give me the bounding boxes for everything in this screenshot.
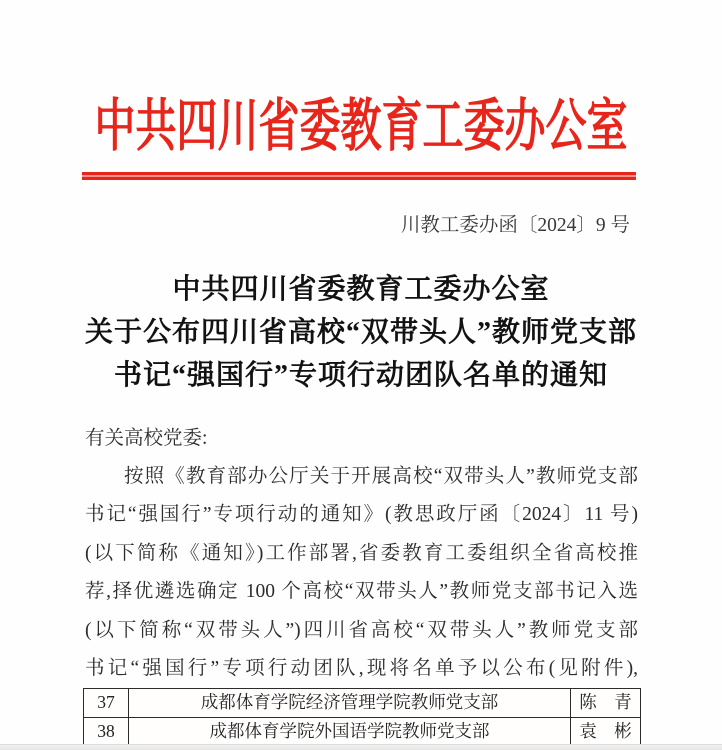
body-paragraph bbox=[85, 458, 638, 688]
document-title bbox=[0, 268, 722, 397]
body-line-3: (以下简称《通知》)工作部署,省委教育工委组织全省高校推 bbox=[85, 542, 638, 564]
roster-branch-cell: 成都体育学院外国语学院教师党支部 bbox=[209, 721, 490, 741]
body-line-6: 书记“强国行”专项行动团队,现将名单予以公布(见附件), bbox=[85, 657, 638, 679]
document-number: 川教工委办函〔2024〕9 号 bbox=[400, 215, 630, 236]
letterhead-org-name: 中共四川省委教育工委办公室 bbox=[94, 94, 628, 158]
document-title-line-3: 书记“强国行”专项行动团队名单的通知 bbox=[113, 360, 608, 391]
table-row bbox=[84, 717, 640, 746]
salutation-line: 有关高校党委: bbox=[85, 428, 208, 449]
roster-name-cell: 袁 彬 bbox=[570, 718, 640, 746]
roster-number-cell: 37 bbox=[84, 689, 129, 717]
roster-number-cell: 38 bbox=[84, 718, 129, 746]
document-title-line-1: 中共四川省委教育工委办公室 bbox=[172, 274, 550, 305]
roster-table bbox=[83, 688, 641, 747]
roster-name-cell: 陈 青 bbox=[570, 689, 640, 717]
body-line-5: (以下简称“双带头人”)四川省高校“双带头人”教师党支部 bbox=[85, 619, 638, 641]
body-line-2: 书记“强国行”专项行动的通知》(教思政厅函〔2024〕11 号) bbox=[85, 504, 638, 526]
table-row bbox=[84, 689, 640, 717]
body-line-4: 荐,择优遴选确定 100 个高校“双带头人”教师党支部书记入选 bbox=[85, 581, 638, 603]
letterhead-divider-line bbox=[82, 172, 636, 180]
roster-branch-cell: 成都体育学院经济管理学院教师党支部 bbox=[200, 692, 499, 712]
body-line-1: 按照《教育部办公厅关于开展高校“双带头人”教师党支部 bbox=[124, 466, 638, 487]
document-title-line-2: 关于公布四川省高校“双带头人”教师党支部 bbox=[84, 317, 637, 348]
page-bottom-edge bbox=[0, 744, 722, 750]
